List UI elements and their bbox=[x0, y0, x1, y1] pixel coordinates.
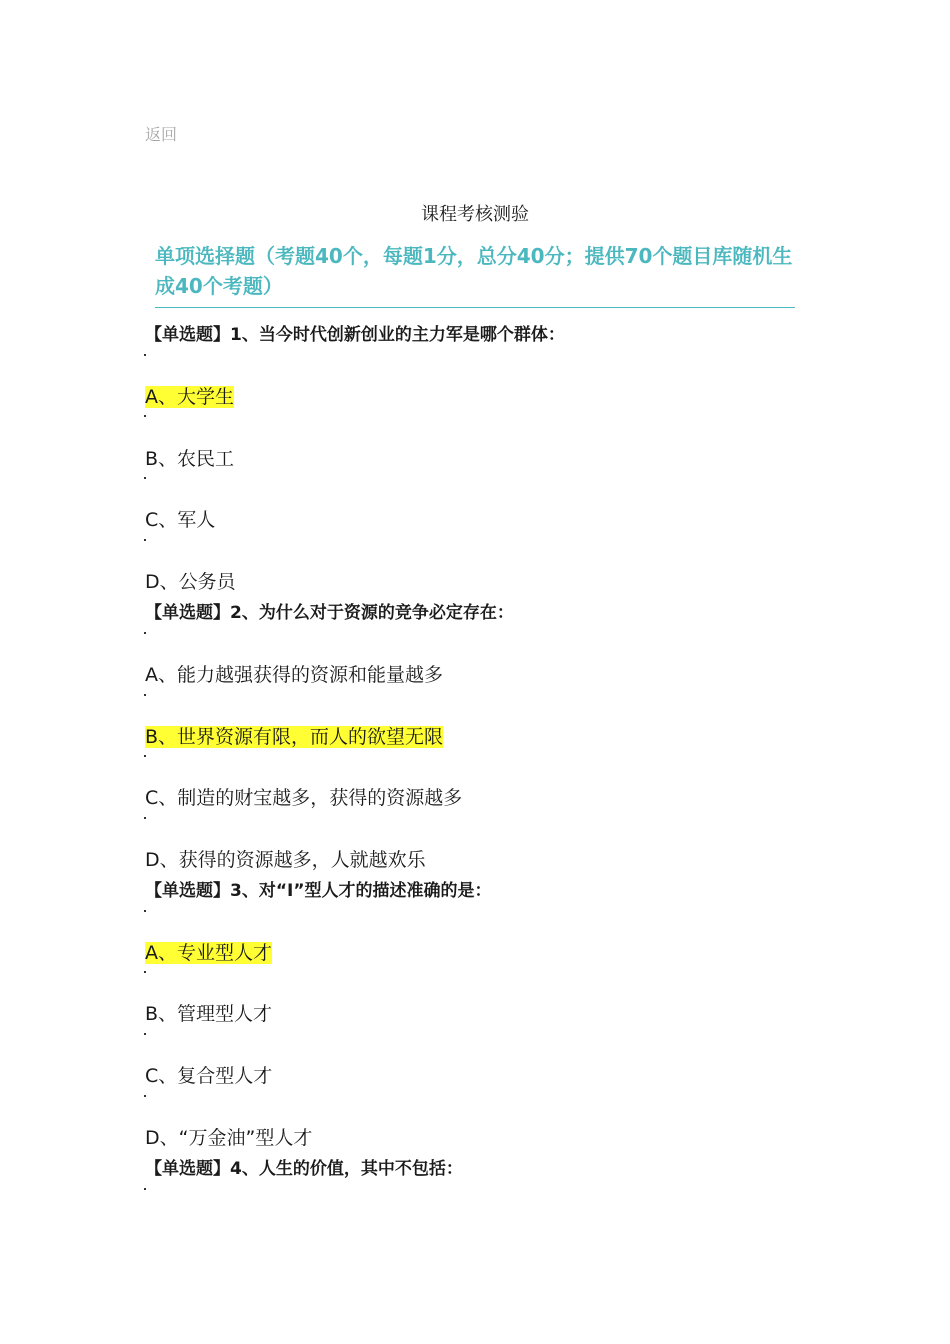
option-label: D、获得的资源越多，人就越欢乐 bbox=[145, 849, 426, 871]
bullet-dot bbox=[144, 755, 146, 757]
bullet-dot bbox=[144, 354, 146, 356]
bullet-dot bbox=[144, 694, 146, 696]
option-label: C、制造的财宝越多，获得的资源越多 bbox=[145, 787, 463, 809]
page-title: 课程考核测验 bbox=[421, 204, 529, 225]
option-item[interactable] bbox=[145, 1063, 272, 1089]
option-item[interactable] bbox=[145, 847, 426, 873]
option-label: B、农民工 bbox=[145, 448, 235, 470]
back-link[interactable]: 返回 bbox=[145, 125, 178, 144]
option-label: B、管理型人才 bbox=[145, 1003, 273, 1025]
option-item[interactable] bbox=[145, 785, 462, 811]
option-item[interactable] bbox=[145, 940, 272, 966]
question-title: 【单选题】2、为什么对于资源的竞争必定存在： bbox=[145, 603, 514, 623]
option-label: A、专业型人才 bbox=[145, 942, 272, 964]
bullet-dot bbox=[144, 910, 146, 912]
option-label: D、公务员 bbox=[145, 571, 236, 593]
option-item[interactable] bbox=[145, 724, 443, 750]
section-heading: 单项选择题（考题40个，每题1分，总分40分；提供70个题目库随机生成40个考题） bbox=[155, 241, 795, 308]
question-title: 【单选题】1、当今时代创新创业的主力军是哪个群体： bbox=[145, 325, 565, 345]
bullet-dot bbox=[144, 817, 146, 819]
bullet-dot bbox=[144, 1095, 146, 1097]
question-title: 【单选题】4、人生的价值，其中不包括： bbox=[145, 1159, 463, 1179]
option-label: D、“万金油”型人才 bbox=[145, 1127, 313, 1149]
option-label: A、大学生 bbox=[145, 386, 234, 408]
bullet-dot bbox=[144, 1188, 146, 1190]
option-item[interactable] bbox=[145, 446, 234, 472]
option-item[interactable] bbox=[145, 507, 215, 533]
bullet-dot bbox=[144, 477, 146, 479]
option-label: C、军人 bbox=[145, 509, 216, 531]
option-item[interactable] bbox=[145, 384, 234, 410]
bullet-dot bbox=[144, 539, 146, 541]
bullet-dot bbox=[144, 971, 146, 973]
option-label: C、复合型人才 bbox=[145, 1065, 273, 1087]
option-item[interactable] bbox=[145, 569, 236, 595]
option-item[interactable] bbox=[145, 1001, 272, 1027]
option-item[interactable] bbox=[145, 1125, 312, 1151]
bullet-dot bbox=[144, 415, 146, 417]
option-label: B、世界资源有限，而人的欲望无限 bbox=[145, 726, 444, 748]
option-label: A、能力越强获得的资源和能量越多 bbox=[145, 664, 443, 686]
option-item[interactable] bbox=[145, 662, 443, 688]
bullet-dot bbox=[144, 632, 146, 634]
question-title: 【单选题】3、对“I”型人才的描述准确的是： bbox=[145, 881, 492, 901]
bullet-dot bbox=[144, 1033, 146, 1035]
